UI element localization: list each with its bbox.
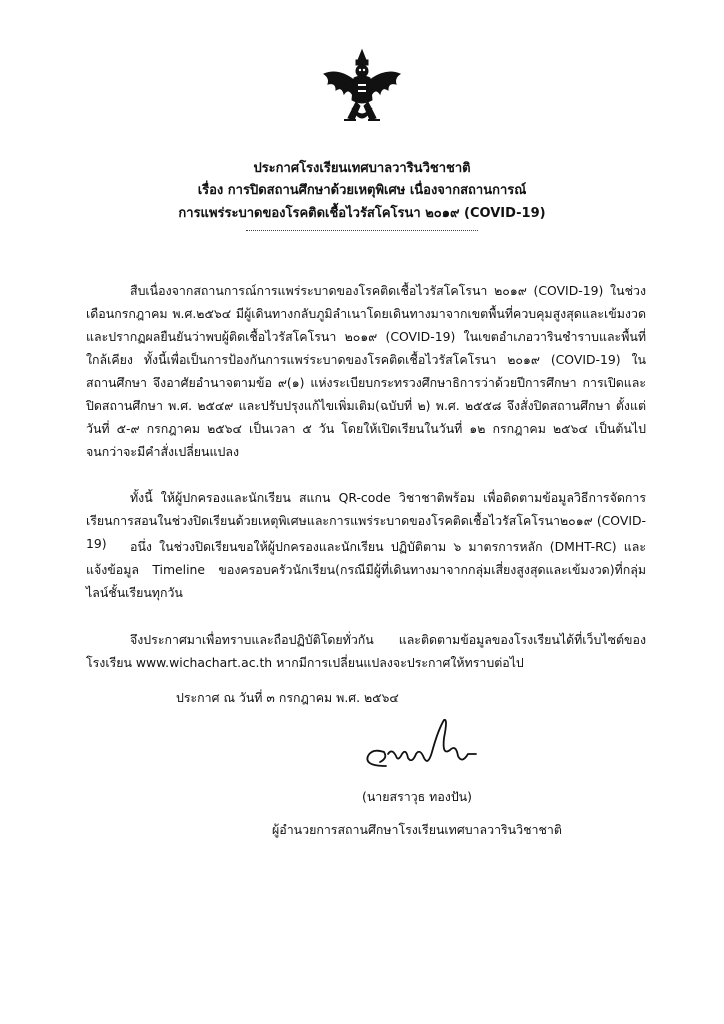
paragraph-text: สืบเนื่องจากสถานการณ์การแพร่ระบาดของโรคติดเชื้อไวรัสโคโรนา ๒๐๑๙ (COVID-19) ในช่วงเดือนกรกฎาคม พ.ศ.๒๕๖๔ มีผู้เดินทางกลับภูมิลำเนาโดยเดินทางมาจากเขตพื้นที่ควบคุมสูงสุดและเข้มงวด และปรากฏผลยืนยันว่าพบผู้ติดเชื้อไวรัสโคโรนา ๒๐๑๙ (COVID-19) ในเขตอำเภอวารินชำราบและพื้นที่ใกล้เคียง ทั้งนี้เพื่อเป็นการป้องกันการแพร่ระบาดของโรคติดเชื้อไวรัสโคโรนา ๒๐๑๙ (COVID-19) ในสถานศึกษา จึงอาศัยอำนาจตามข้อ ๙(๑) แห่งระเบียบกระทรวงศึกษาธิการว่าด้วยปีการศึกษา การเปิดและปิดสถานศึกษา พ.ศ. ๒๕๔๙ และปรับปรุงแก้ไขเพิ่มเติม(ฉบับที่ ๒) พ.ศ. ๒๕๕๘ จึงสั่งปิดสถานศึกษา ตั้งแต่วันที่ ๕-๙ กรกฎาคม ๒๕๖๔ เป็นเวลา ๕ วัน โดยให้เปิดเรียนในวันที่ ๑๒ กรกฎาคม ๒๕๖๔ เป็นต้นไป จนกว่าจะมีคำสั่งเปลี่ยนแปลง (86, 283, 646, 459)
announcement-title: ประกาศโรงเรียนเทศบาลวารินวิชาชาติ (253, 161, 471, 176)
paragraph-text: จึงประกาศมาเพื่อทราบและถือปฏิบัติโดยทั่วกัน และติดตามข้อมูลของโรงเรียนได้ที่เว็บไซต์ของโรงเรียน www.wichachart.ac.th หากมีการเปลี่ยนแปลงจะประกาศให้ทราบต่อไป (86, 632, 646, 670)
announcement-date: ประกาศ ณ วันที่ ๓ กรกฎาคม พ.ศ. ๒๕๖๔ (176, 690, 399, 705)
signer-name: (นายสราวุธ ทองปัน) (362, 789, 472, 804)
body-paragraph-3 (86, 535, 646, 604)
handwritten-signature (358, 708, 490, 790)
paragraph-text: อนึ่ง ในช่วงปิดเรียนขอให้ผู้ปกครองและนักเรียน ปฏิบัติตาม ๖ มาตรการหลัก (DMHT-RC) และแจ้งข้อมูล Timeline ของครอบครัวนักเรียน(กรณีมีผู้ที่เดินทางมาจากกลุ่มเสี่ยงสูงสุดและเข้มงวด)ที่กลุ่มไลน์ชั้นเรียนทุกวัน (86, 539, 646, 600)
body-paragraph-1 (86, 279, 646, 463)
announcement-subject: เรื่อง การปิดสถานศึกษาด้วยเหตุพิเศษ เนื่องจากสถานการณ์ (197, 183, 527, 198)
signer-title: ผู้อำนวยการสถานศึกษาโรงเรียนเทศบาลวารินวิชาชาติ (272, 822, 562, 837)
garuda-emblem-icon (318, 48, 406, 130)
body-paragraph-4 (86, 628, 646, 674)
paragraph-text: ทั้งนี้ ให้ผู้ปกครองและนักเรียน สแกน QR-code วิชาชาติพร้อม เพื่อติดตามข้อมูลวิธีการจัดการเรียนการสอนในช่วงปิดเรียนด้วยเหตุพิเศษและการแพร่ระบาดของโรคติดเชื้อไวรัสโคโรนา๒๐๑๙ (COVID-19) (86, 490, 646, 551)
announcement-subject-cont: การแพร่ระบาดของโรคติดเชื้อไวรัสโคโรนา ๒๐๑๙ (COVID-19) (178, 206, 546, 221)
dotted-divider (246, 230, 478, 231)
